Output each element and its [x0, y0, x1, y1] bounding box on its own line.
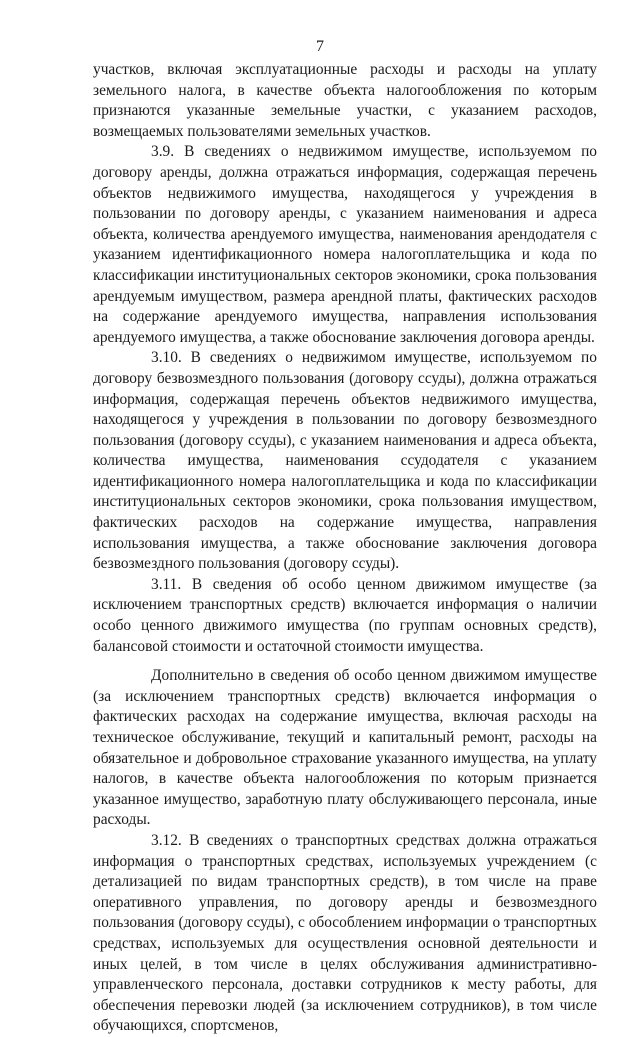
- paragraph-3-11: 3.11. В сведения об особо ценном движимом имуществе (за исключением транспортных средств) включается информация о наличии особо ценного движимого имущества (по группам основных средств), балансовой стоимости и остаточной стоимости имущества.: [93, 575, 597, 655]
- paragraph-3-9: 3.9. В сведениях о недвижимом имуществе, используемом по договору аренды, должна отражаться информация, содержащая перечень объектов недвижимого имущества, находящегося у учреждения в пользовании по договору аренды, с указанием наименования и адреса объекта, количества арендуемого имущества, наименования арендодателя с указанием идентификационного номера налогоплательщика и кода по классификации институциональных секторов экономики, срока пользования арендуемым имуществом, размера арендной платы, фактических расходов на содержание арендуемого имущества, направления использования арендуемого имущества, а также обоснование заключения договора аренды.: [93, 143, 597, 346]
- paragraph-3-11-additional: Дополнительно в сведения об особо ценном движимом имуществе (за исключением транспортных средств) включается информация о фактических расходах на содержание имущества, включая расходы на техническое обслуживание, текущий и капитальный ремонт, расходы на обязательное и добровольное страхование указанного имущества, на уплату налогов, в качестве объекта налогообложения по которым признается указанное имущество, заработную плату обслуживающего персонала, иные расходы.: [93, 667, 597, 829]
- page-number: 7: [316, 38, 324, 55]
- document-body: [93, 60, 597, 1037]
- paragraph-3-10: 3.10. В сведениях о недвижимом имуществе, используемом по договору безвозмездного пользования (договору ссуды), должна отражаться информация, содержащая перечень объектов недвижимого имущества, находящегося у учреждения в пользовании по договору безвозмездного пользования (договору ссуды), с указанием наименования и адреса объекта, количества имущества, наименования ссудодателя с указанием идентификационного номера налогоплательщика и кода по классификации институциональных секторов экономики, срока пользования имуществом, фактических расходов на содержание имущества, направления использования имущества, а также обоснование заключения договора безвозмездного пользования (договору ссуды).: [93, 349, 597, 573]
- paragraph-continuation: участков, включая эксплуатационные расходы и расходы на уплату земельного налога, в качестве объекта налогообложения по которым признаются указанные земельные участки, с указанием расходов, возмещаемых пользователями земельных участков.: [93, 61, 597, 140]
- paragraph-3-12: 3.12. В сведениях о транспортных средствах должна отражаться информация о транспортных средствах, используемых учреждением (с детализацией по видам транспортных средств), в том числе на праве оперативного управления, по договору аренды и безвозмездного пользования (договору ссуды), с обособлением информации о транспортных средствах, используемых для осуществления основной деятельности и иных целей, в том числе в целях обслуживания административно-управленческого персонала, доставки сотрудников к месту работы, для обеспечения перевозки людей (за исключением сотрудников), в том числе обучающихся, спортсменов,: [93, 831, 597, 1035]
